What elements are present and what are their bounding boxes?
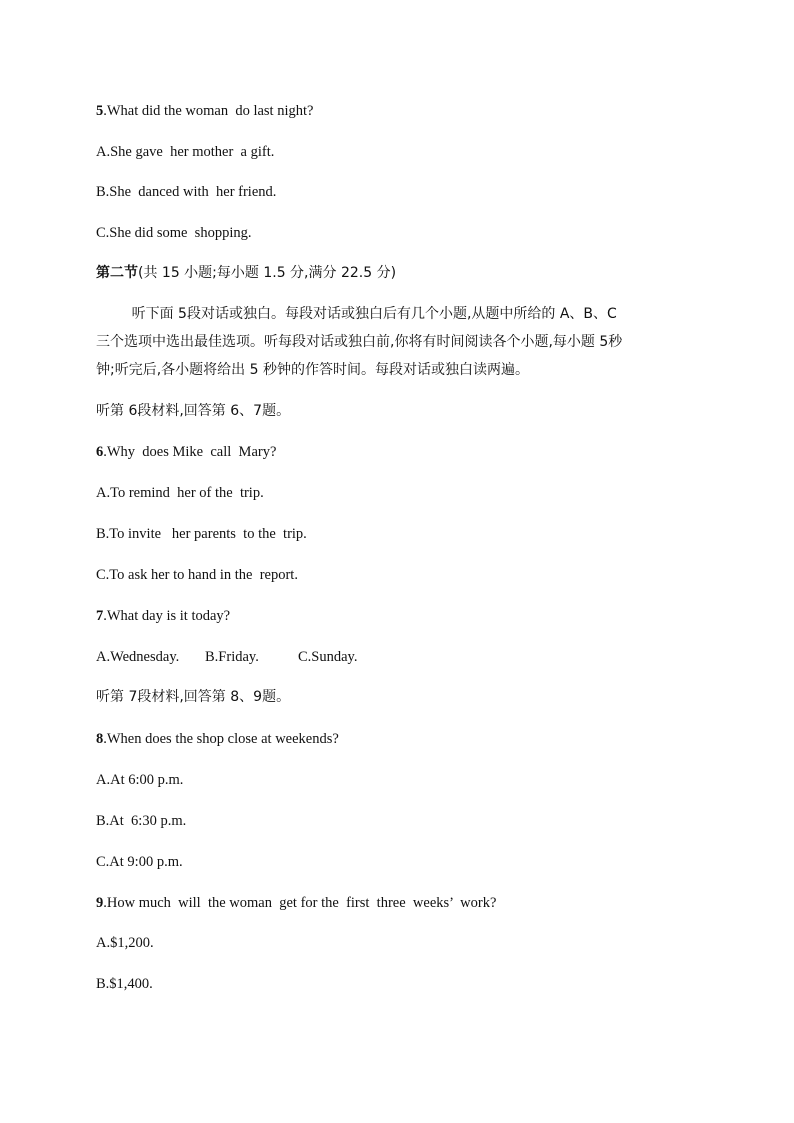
q8-option-a: A.At 6:00 p.m. — [96, 772, 184, 788]
question-number: 6 — [96, 444, 104, 460]
instructions-line: 听下面 5段对话或独白。每段对话或独白后有几个小题,从题中所给的 A、B、C — [96, 306, 617, 322]
section-title-rest: (共 15 小题;每小题 1.5 分,满分 22.5 分) — [138, 265, 397, 281]
q7-option-c: C.Sunday. — [298, 649, 358, 665]
q9-option-b: B.$1,400. — [96, 976, 153, 992]
question-text: .What day is it today? — [103, 608, 231, 624]
q6-option-b: B.To invite her parents to the trip. — [96, 526, 307, 542]
q9-option-a: A.$1,200. — [96, 935, 154, 951]
question-text: .Why does Mike call Mary? — [103, 444, 277, 460]
section-title — [96, 263, 396, 283]
q8-option-b: B.At 6:30 p.m. — [96, 813, 187, 829]
q6-option-c: C.To ask her to hand in the report. — [96, 567, 298, 583]
question-number: 7 — [96, 608, 104, 624]
question-number: 8 — [96, 731, 104, 747]
instructions-line: 三个选项中选出最佳选项。听每段对话或独白前,你将有时间阅读各个小题,每小题 5秒 — [96, 334, 623, 350]
question-8 — [96, 729, 339, 749]
question-7 — [96, 606, 230, 626]
question-6 — [96, 442, 276, 462]
q5-option-c: C.She did some shopping. — [96, 225, 252, 241]
instructions-line: 钟;听完后,各小题将给出 5 秒钟的作答时间。每段对话或独白读两遍。 — [96, 362, 529, 378]
group-heading-7: 听第 7段材料,回答第 8、9题。 — [96, 689, 291, 705]
question-5 — [96, 101, 313, 121]
q7-options-row — [96, 647, 357, 667]
q7-option-a: A.Wednesday. — [96, 649, 180, 665]
question-number: 5 — [96, 103, 104, 119]
q5-option-b: B.She danced with her friend. — [96, 184, 277, 200]
question-text: .What did the woman do last night? — [103, 103, 314, 119]
q8-option-c: C.At 9:00 p.m. — [96, 854, 183, 870]
section-title-bold: 第二节 — [96, 265, 138, 281]
group-heading-6: 听第 6段材料,回答第 6、7题。 — [96, 403, 291, 419]
q5-option-a: A.She gave her mother a gift. — [96, 144, 275, 160]
q6-option-a: A.To remind her of the trip. — [96, 485, 264, 501]
question-number: 9 — [96, 895, 104, 911]
question-9 — [96, 893, 496, 913]
q7-option-b: B.Friday. — [205, 649, 259, 665]
instructions-paragraph — [96, 300, 696, 384]
question-text: .When does the shop close at weekends? — [103, 731, 339, 747]
question-text: .How much will the woman get for the first three weeks’ work? — [103, 895, 497, 911]
